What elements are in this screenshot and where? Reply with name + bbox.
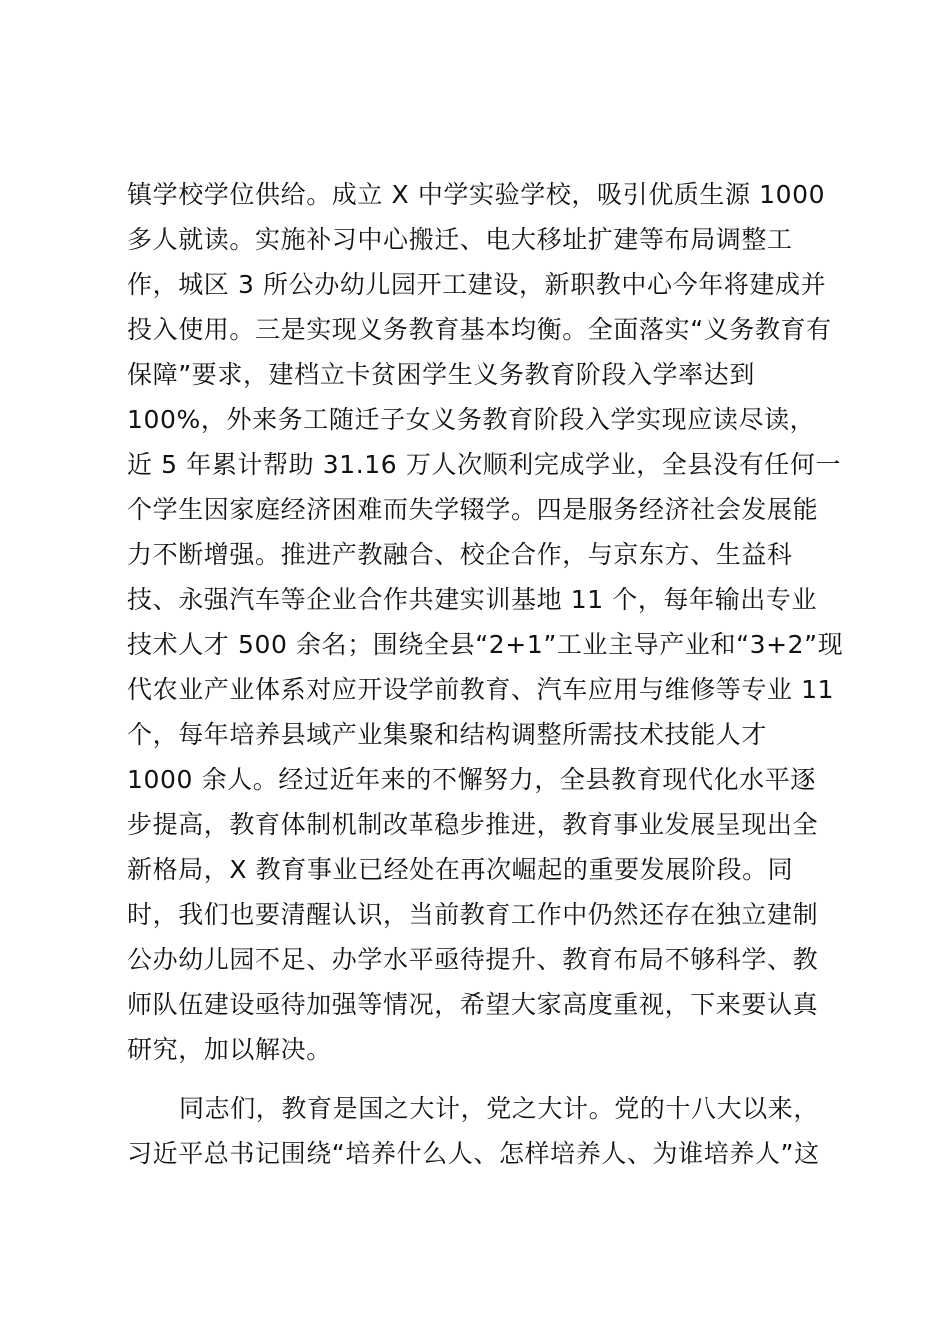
text-line: 步提高，教育体制机制改革稳步推进，教育事业发展呈现出全 — [127, 810, 819, 839]
text-line: 习近平总书记围绕“培养什么人、怎样培养人、为谁培养人”这 — [127, 1139, 820, 1168]
text-line: 代农业产业体系对应开设学前教育、汽车应用与维修等专业 11 — [127, 675, 835, 704]
text-line: 个，每年培养县域产业集聚和结构调整所需技术技能人才 — [127, 720, 768, 749]
text-line: 保障”要求，建档立卡贫困学生义务教育阶段入学率达到 — [127, 360, 755, 389]
text-line: 投入使用。三是实现义务教育基本均衡。全面落实“义务教育有 — [127, 315, 832, 344]
text-line: 技、永强汽车等企业合作共建实训基地 11 个，每年输出专业 — [127, 585, 818, 614]
text-line: 近 5 年累计帮助 31.16 万人次顺利完成学业，全县没有任何一 — [127, 450, 842, 479]
text-line: 力不断增强。推进产教融合、校企合作，与京东方、生益科 — [127, 540, 793, 569]
paragraph-gap — [127, 1072, 847, 1086]
text-line: 新格局，X 教育事业已经处在再次崛起的重要发展阶段。同 — [127, 855, 794, 884]
text-line: 同志们，教育是国之大计，党之大计。党的十八大以来， — [179, 1094, 820, 1123]
text-line: 多人就读。实施补习中心搬迁、电大移址扩建等布局调整工 — [127, 225, 793, 254]
paragraph-2 — [127, 1086, 847, 1176]
text-line: 技术人才 500 余名；围绕全县“2+1”工业主导产业和“3+2”现 — [127, 630, 844, 659]
text-line: 研究，加以解决。 — [127, 1035, 332, 1064]
text-line: 公办幼儿园不足、办学水平亟待提升、教育布局不够科学、教 — [127, 945, 819, 974]
text-line: 时，我们也要清醒认识，当前教育工作中仍然还存在独立建制 — [127, 900, 819, 929]
text-line: 作，城区 3 所公办幼儿园开工建设，新职教中心今年将建成并 — [127, 270, 827, 299]
text-line: 1000 余人。经过近年来的不懈努力，全县教育现代化水平逐 — [127, 765, 816, 794]
paragraph-1 — [127, 172, 847, 1072]
document-body — [127, 172, 847, 1176]
text-line: 师队伍建设亟待加强等情况，希望大家高度重视，下来要认真 — [127, 990, 819, 1019]
text-line: 100%，外来务工随迁子女义务教育阶段入学实现应读尽读， — [127, 405, 816, 434]
text-line: 个学生因家庭经济困难而失学辍学。四是服务经济社会发展能 — [127, 495, 819, 524]
text-line: 镇学校学位供给。成立 X 中学实验学校，吸引优质生源 1000 — [127, 180, 826, 209]
